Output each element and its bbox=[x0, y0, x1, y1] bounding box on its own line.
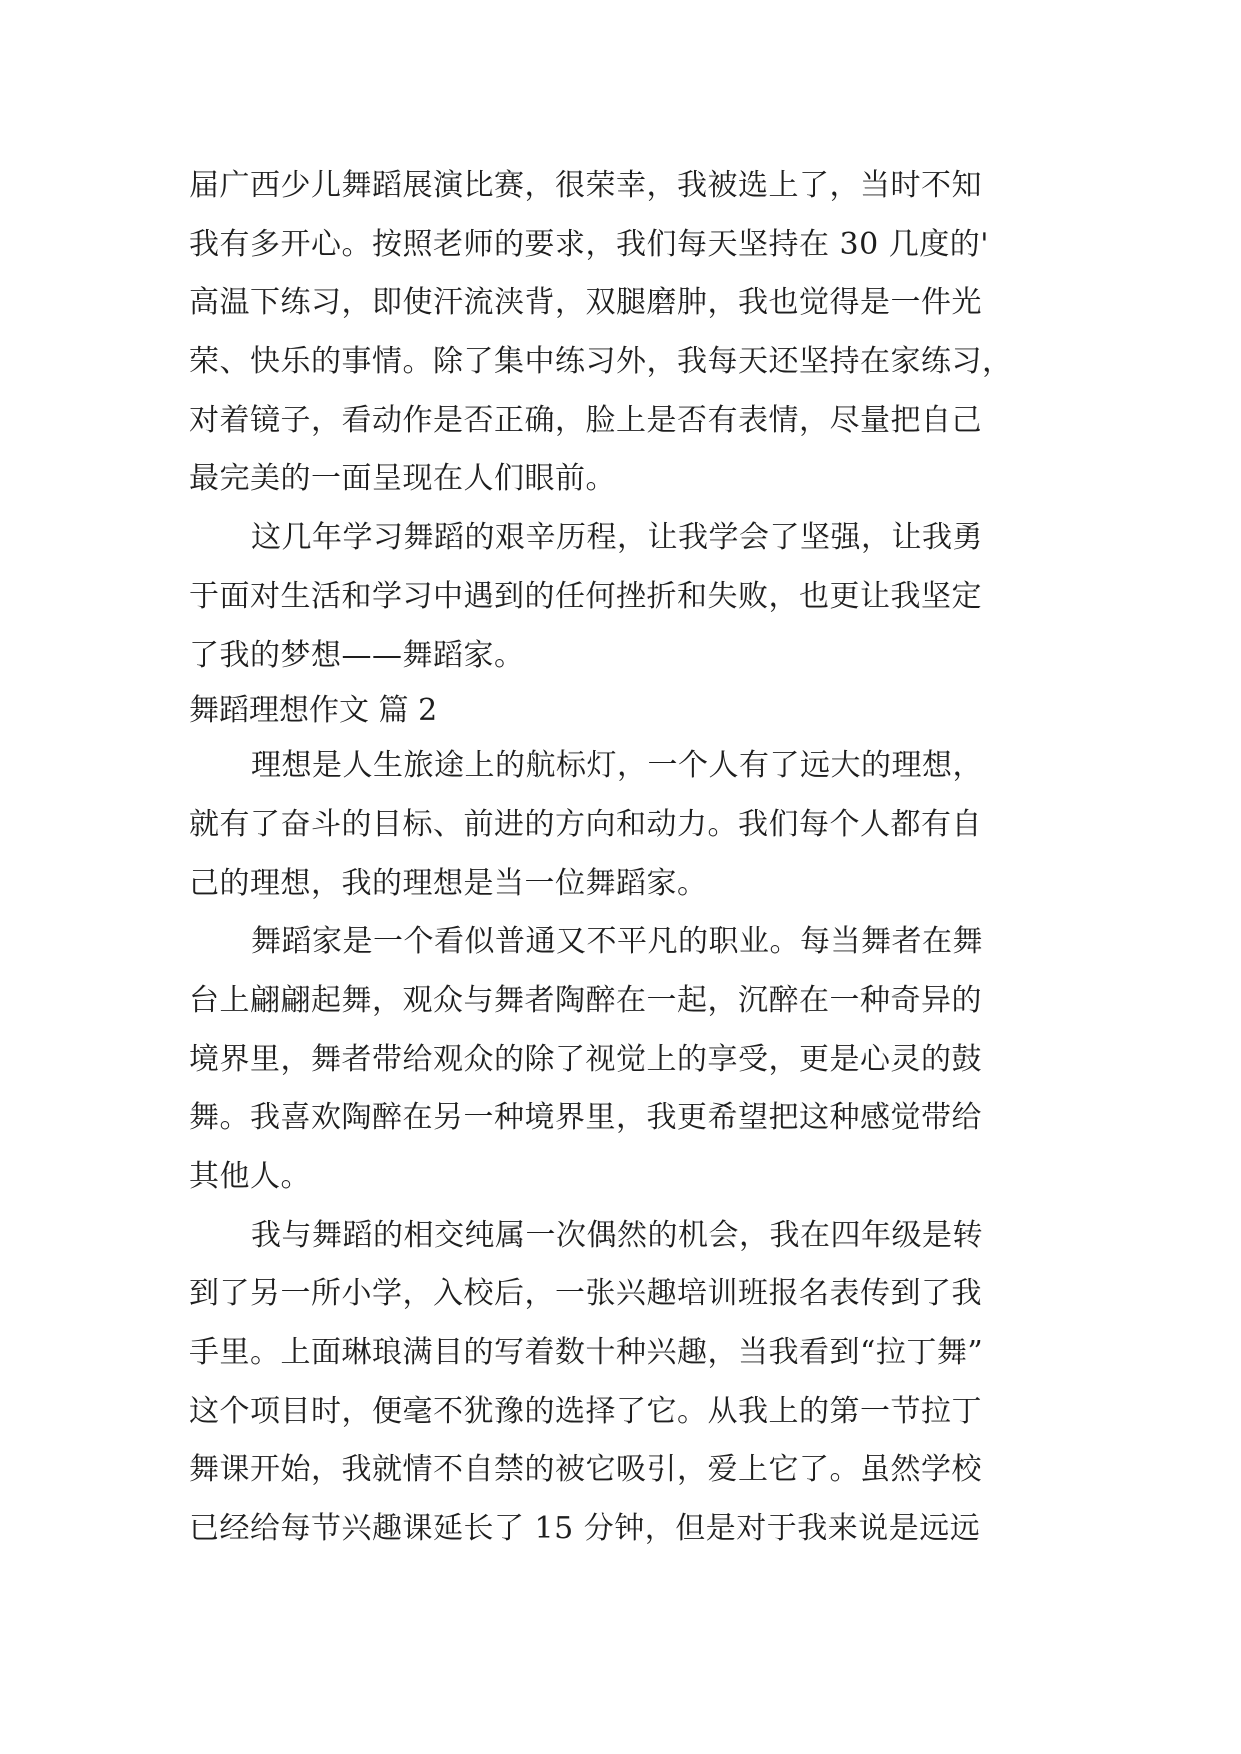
text-line: 就有了奋斗的目标、前进的方向和动力。我们每个人都有自 bbox=[189, 806, 982, 842]
text-line: 己的理想，我的理想是当一位舞蹈家。 bbox=[189, 865, 708, 901]
text-line: 手里。上面琳琅满目的写着数十种兴趣，当我看到“拉丁舞” bbox=[189, 1335, 984, 1371]
essay-text bbox=[189, 157, 1059, 1559]
text-line: 届广西少儿舞蹈展演比赛，很荣幸，我被选上了，当时不知 bbox=[189, 168, 982, 203]
text-line: 这个项目时，便毫不犹豫的选择了它。从我上的第一节拉丁 bbox=[189, 1393, 982, 1429]
text-line: 其他人。 bbox=[189, 1159, 311, 1194]
text-line: 对着镜子，看动作是否正确，脸上是否有表情，尽量把自己 bbox=[189, 402, 982, 438]
text-line: 台上翩翩起舞，观众与舞者陶醉在一起，沉醉在一种奇异的 bbox=[189, 982, 982, 1018]
text-line: 我有多开心。按照老师的要求，我们每天坚持在 30 几度的' bbox=[189, 226, 989, 262]
text-line: 已经给每节兴趣课延长了 15 分钟，但是对于我来说是远远 bbox=[189, 1511, 981, 1547]
text-line: 到了另一所小学，入校后，一张兴趣培训班报名表传到了我 bbox=[189, 1276, 982, 1312]
text-line: 境界里，舞者带给观众的除了视觉上的享受，更是心灵的鼓 bbox=[189, 1041, 982, 1077]
text-line: 这几年学习舞蹈的艰辛历程，让我学会了坚强，让我勇 bbox=[251, 520, 983, 556]
text-line: 舞蹈家是一个看似普通又不平凡的职业。每当舞者在舞 bbox=[251, 924, 983, 960]
text-line: 最完美的一面呈现在人们眼前。 bbox=[189, 461, 616, 497]
text-line: 于面对生活和学习中遇到的任何挫折和失败，也更让我坚定 bbox=[189, 578, 982, 614]
text-line: 舞。我喜欢陶醉在另一种境界里，我更希望把这种感觉带给 bbox=[189, 1100, 982, 1136]
text-line: 舞课开始，我就情不自禁的被它吸引，爱上它了。虽然学校 bbox=[189, 1452, 982, 1488]
text-line: 了我的梦想——舞蹈家。 bbox=[189, 637, 525, 673]
section-heading: 舞蹈理想作文 篇 2 bbox=[189, 693, 438, 729]
text-line: 荣、快乐的事情。除了集中练习外，我每天还坚持在家练习， bbox=[189, 344, 1013, 380]
text-line: 理想是人生旅途上的航标灯，一个人有了远大的理想， bbox=[251, 748, 983, 784]
text-line: 高温下练习，即使汗流浃背，双腿磨肿，我也觉得是一件光 bbox=[189, 285, 982, 321]
text-line: 我与舞蹈的相交纯属一次偶然的机会，我在四年级是转 bbox=[251, 1217, 983, 1253]
